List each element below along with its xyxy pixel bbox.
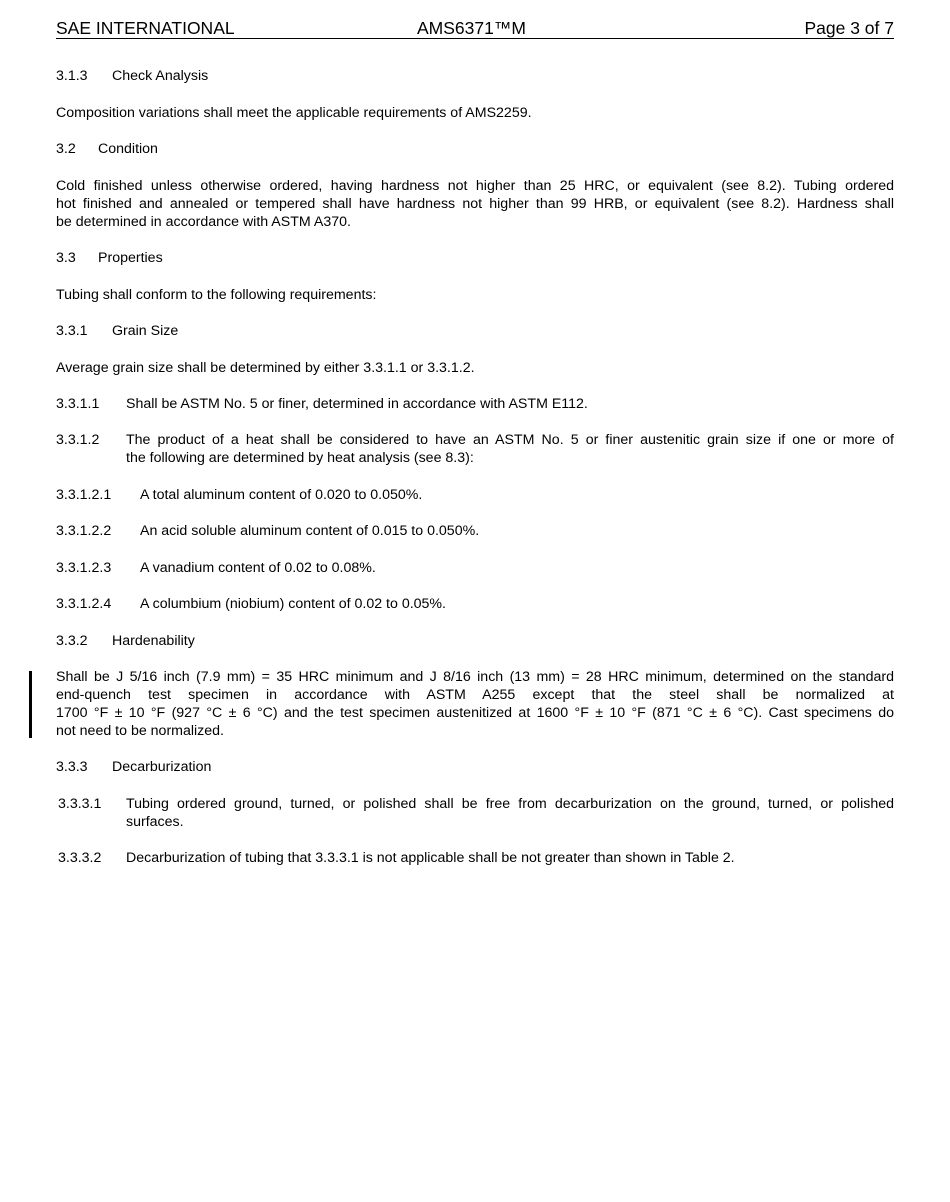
section-body-3-1-3: Composition variations shall meet the applicable requirements of AMS2259. (56, 105, 532, 121)
section-title: Condition (98, 141, 158, 157)
section-title: Decarburization (112, 759, 212, 775)
paragraph-line: hot finished and annealed or tempered shall have hardness not higher than 99 HRB, or equivalent (see 8.2). Hardness shall (56, 196, 894, 212)
revision-change-bar (29, 671, 32, 738)
clause-text: Decarburization of tubing that 3.3.3.1 is not applicable shall be not greater than shown in Table 2. (126, 850, 735, 866)
clause-text: Shall be ASTM No. 5 or finer, determined in accordance with ASTM E112. (126, 396, 588, 412)
section-body-3-3: Tubing shall conform to the following requirements: (56, 287, 377, 303)
section-title: Properties (98, 250, 163, 266)
clause-text: A columbium (niobium) content of 0.02 to 0.05%. (140, 596, 446, 612)
paragraph-line: 1700 °F ± 10 °F (927 °C ± 6 °C) and the test specimen austenitized at 1600 °F ± 10 °F (871 °C ± 6 °C). Cast specimens do (56, 705, 894, 721)
section-number: 3.1.3 (56, 68, 88, 84)
header-page-number: Page 3 of 7 (804, 18, 894, 38)
clause-text (126, 431, 894, 467)
clause-number: 3.3.3.1 (58, 796, 102, 812)
clause-text (126, 795, 894, 831)
clause-3-3-1-2-1 (56, 486, 894, 504)
clause-text: An acid soluble aluminum content of 0.015 to 0.050%. (140, 523, 480, 539)
section-number: 3.3.3 (56, 759, 88, 775)
clause-3-3-3-1 (56, 795, 894, 831)
paragraph-line: not need to be normalized. (56, 723, 224, 739)
section-number: 3.2 (56, 141, 76, 157)
clause-number: 3.3.1.1 (56, 396, 100, 412)
clause-3-3-1-2-2 (56, 522, 894, 540)
clause-number: 3.3.3.2 (58, 850, 102, 866)
clause-number: 3.3.1.2.1 (56, 487, 112, 503)
clause-line: Tubing ordered ground, turned, or polished shall be free from decarburization on the ground, turned, or polished (126, 796, 894, 812)
clause-line: the following are determined by heat analysis (see 8.3): (126, 450, 474, 466)
clause-number: 3.3.1.2.4 (56, 596, 112, 612)
section-body-3-3-1: Average grain size shall be determined by either 3.3.1.1 or 3.3.1.2. (56, 360, 475, 376)
section-body-3-3-2 (56, 668, 894, 740)
paragraph-line: be determined in accordance with ASTM A370. (56, 214, 351, 230)
section-title: Hardenability (112, 633, 195, 649)
clause-number: 3.3.1.2.2 (56, 523, 112, 539)
clause-line: surfaces. (126, 814, 184, 830)
paragraph-line: end-quench test specimen in accordance with ASTM A255 except that the steel shall be normalized at (56, 687, 894, 703)
clause-3-3-3-2 (56, 849, 894, 867)
section-body-3-2 (56, 177, 894, 231)
section-title: Check Analysis (112, 68, 209, 84)
clause-3-3-1-1 (56, 395, 894, 413)
clause-3-3-1-2-3 (56, 559, 894, 577)
clause-line: The product of a heat shall be considered to have an ASTM No. 5 or finer austenitic grain size if one or more of (126, 432, 894, 448)
paragraph-line: Cold finished unless otherwise ordered, having hardness not higher than 25 HRC, or equivalent (see 8.2). Tubing ordered (56, 178, 894, 194)
section-number: 3.3 (56, 250, 76, 266)
paragraph-line: Shall be J 5/16 inch (7.9 mm) = 35 HRC minimum and J 8/16 inch (13 mm) = 28 HRC minimum, determined on the standard (56, 669, 894, 685)
clause-3-3-1-2-4 (56, 595, 894, 613)
clause-number: 3.3.1.2.3 (56, 560, 112, 576)
clause-3-3-1-2 (56, 431, 894, 467)
clause-text: A total aluminum content of 0.020 to 0.050%. (140, 487, 423, 503)
section-number: 3.3.2 (56, 633, 88, 649)
clause-text: A vanadium content of 0.02 to 0.08%. (140, 560, 376, 576)
header-doc-number: AMS6371™M (417, 18, 526, 38)
section-number: 3.3.1 (56, 323, 88, 339)
section-title: Grain Size (112, 323, 179, 339)
page-header (56, 16, 894, 39)
clause-number: 3.3.1.2 (56, 432, 100, 448)
header-org: SAE INTERNATIONAL (56, 18, 235, 38)
